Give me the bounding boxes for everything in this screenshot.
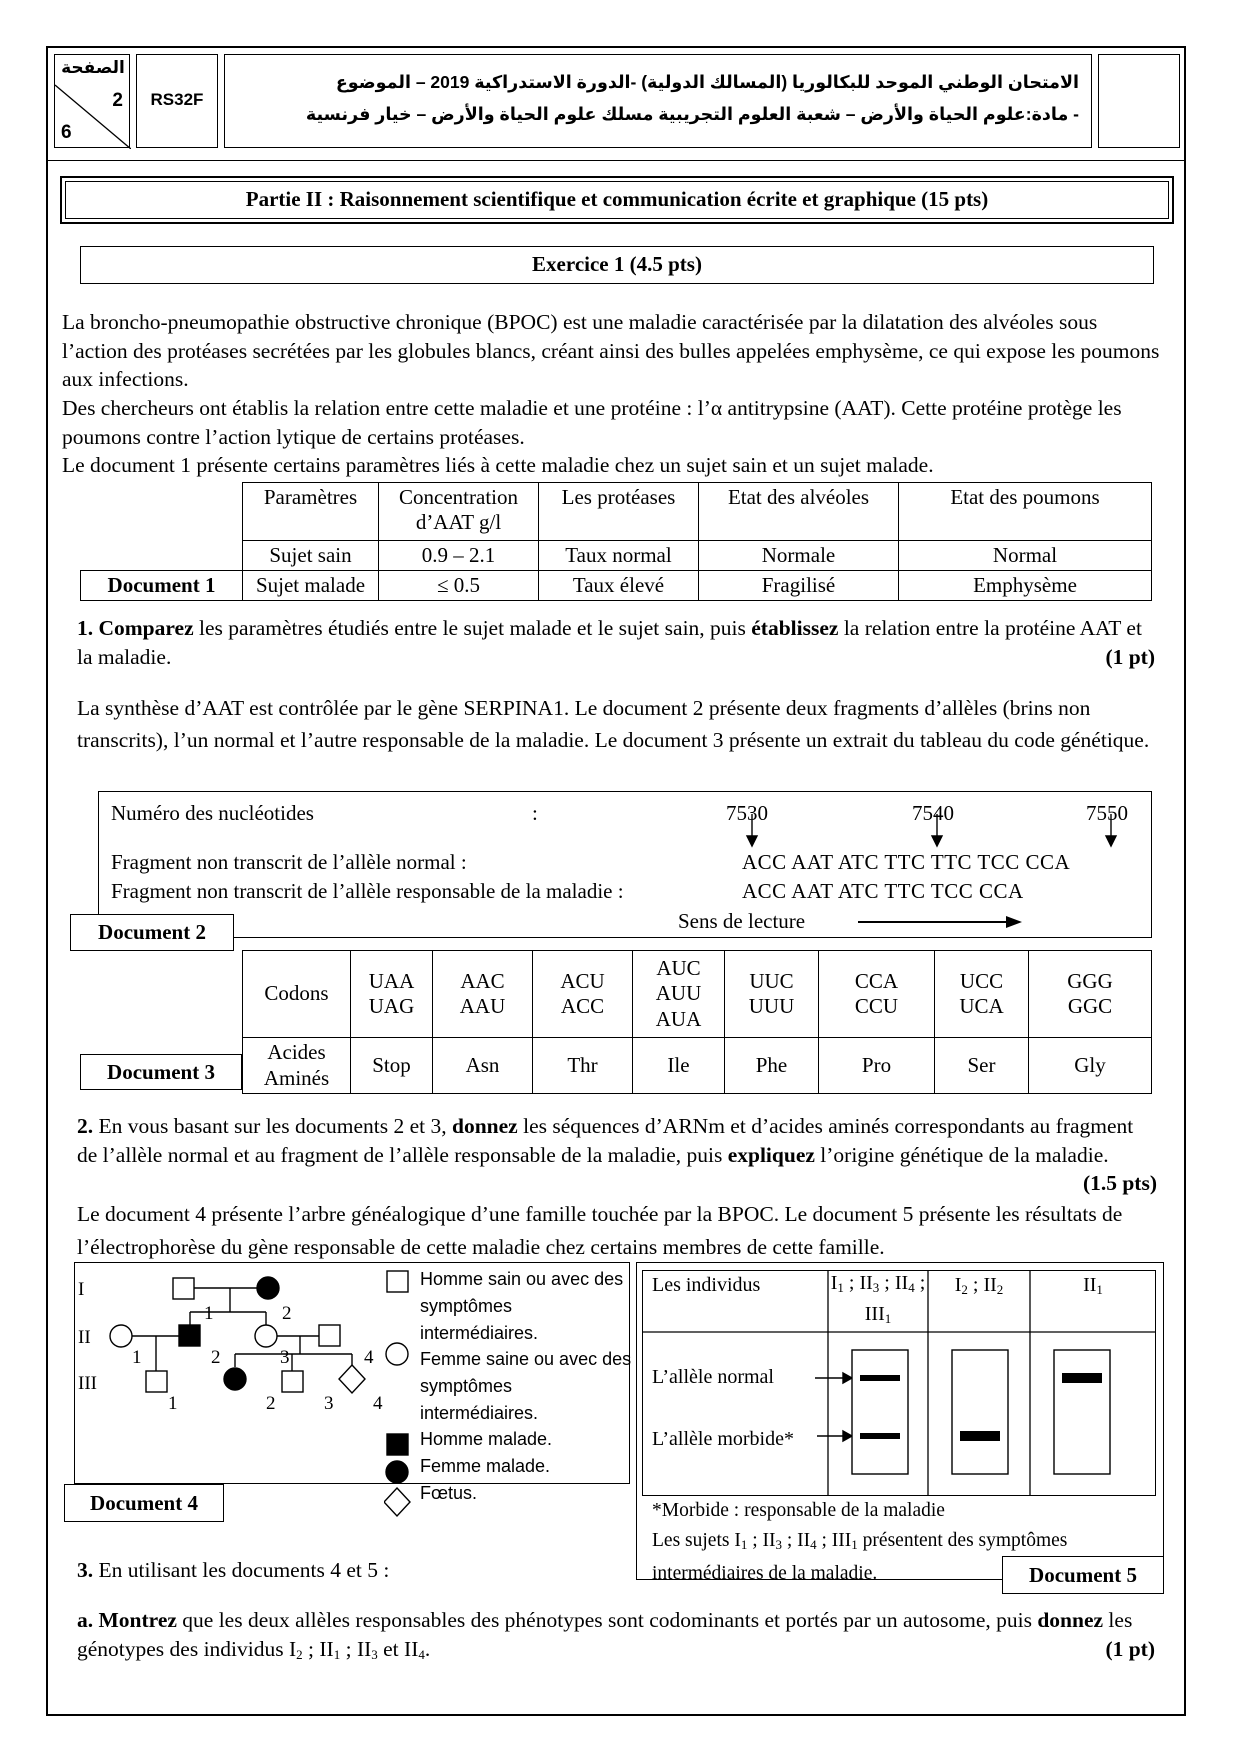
codon: UAG — [368, 994, 415, 1018]
col3-sub: 1 — [1096, 1282, 1103, 1297]
doc5-footnote: *Morbide : responsable de la maladie — [652, 1500, 945, 1521]
individual-III3-healthy-man — [282, 1371, 303, 1392]
q3a-verb-show: Montrez — [98, 1608, 177, 1632]
doc1-cell: 0.9 – 2.1 — [379, 541, 539, 571]
question-2 — [77, 1112, 1157, 1198]
doc2-disease-label: Fragment non transcrit de l’allèle responsable de la maladie : — [111, 879, 624, 903]
legend-filled-square-icon — [387, 1434, 408, 1455]
doc1-header: Etat des poumons — [899, 483, 1152, 541]
col2-text: ; II — [967, 1274, 997, 1296]
q2-number: 2. — [77, 1114, 94, 1138]
table-row — [243, 1038, 1152, 1094]
band-lane3-normal — [1062, 1373, 1102, 1383]
q3a-text: les génotypes des individus I — [77, 1608, 1133, 1661]
doc3-row-label-codons: Codons — [243, 951, 351, 1038]
individual-III2-affected-woman — [224, 1368, 246, 1390]
note-sub: 1 — [851, 1537, 858, 1552]
label-III1: 1 — [168, 1393, 178, 1414]
individual-I2-affected-woman — [257, 1277, 279, 1299]
codon: AUU — [655, 981, 702, 1006]
doc2-colon: : — [532, 801, 538, 825]
codon: ACU — [560, 968, 605, 993]
q3-number: 3. — [77, 1558, 94, 1582]
col1-text: ; II — [879, 1272, 909, 1294]
band-lane1-morbid — [860, 1433, 900, 1439]
doc3-label: Document 3 — [80, 1054, 242, 1090]
legend-filled-circle-icon — [386, 1461, 408, 1483]
codon: AUC — [656, 956, 701, 981]
q1-points: (1 pt) — [1105, 644, 1155, 669]
codon: ACC — [560, 994, 605, 1018]
q3a-sub: 1 — [333, 1646, 341, 1662]
q3a-text: et II — [377, 1636, 419, 1661]
intro-paragraph-1: La broncho-pneumopathie obstructive chronique (BPOC) est une maladie caractérisée par la dilatation des alvéoles sous l’action des protéases secrétées par les globules blancs, créant ainsi des bulles appelées emphysème, ce qui expose les poumons aux infections. — [62, 310, 1160, 391]
individual-II2-affected-man — [179, 1325, 200, 1346]
q2-text-3: l’origine génétique de la maladie. — [814, 1142, 1109, 1167]
individual-I1-healthy-man — [173, 1278, 194, 1299]
doc1-cell: Fragilisé — [699, 571, 899, 601]
doc4-label: Document 4 — [64, 1484, 224, 1522]
legend-diamond-icon — [384, 1488, 410, 1516]
doc1-cell: Taux normal — [539, 541, 699, 571]
label-III3: 3 — [324, 1393, 334, 1414]
electrophoresis-gel — [642, 1332, 1156, 1496]
arrow-head-icon — [843, 1431, 852, 1441]
arrow-head-7530 — [747, 836, 757, 846]
note-sub: 3 — [775, 1537, 782, 1552]
doc5-col2-header — [928, 1272, 1030, 1299]
doc1-label: Document 1 — [80, 570, 243, 601]
q3a-text: ; II — [302, 1636, 334, 1661]
intro-paragraph-2: Des chercheurs ont établis la relation entre cette maladie et une protéine : l’α antitrypsine (AAT). Cette protéine protège les poumons contre l’action lytique de certains protéases. — [62, 396, 1122, 449]
q3-text: En utilisant les documents 4 et 5 : — [93, 1558, 390, 1582]
page-label: الصفحة — [61, 58, 125, 77]
q2-verb-give: donnez — [452, 1114, 518, 1138]
doc1-cell: Normale — [699, 541, 899, 571]
q3a-text: que les deux allèles responsables des phénotypes sont codominants et portés par un autosome, puis — [176, 1608, 1038, 1632]
arrow-head-7540 — [932, 836, 942, 846]
label-I2: 2 — [282, 1303, 292, 1324]
doc2-normal-sequence: ACC AAT ATC TTC TTC TCC CCA — [742, 850, 1071, 874]
codon: CCU — [854, 994, 899, 1018]
q1-number: 1. — [77, 616, 94, 640]
gel-lane-1 — [852, 1350, 908, 1474]
codon: UAA — [368, 968, 415, 993]
col1-text: I — [830, 1272, 838, 1294]
q1-text-1: les paramètres étudiés entre le sujet malade et le sujet sain, puis — [193, 616, 752, 640]
col1-text: ; III — [864, 1272, 926, 1325]
doc1-header: Les protéases — [539, 483, 699, 541]
doc2-disease-sequence: ACC AAT ATC TTC TCC CCA — [742, 879, 1024, 903]
doc5-individuals-label: Les individus — [652, 1274, 761, 1296]
individual-II1-healthy-woman — [110, 1325, 132, 1347]
codon-cell — [433, 951, 533, 1038]
note-text: présentent des symptômes intermédiaires de la maladie. — [652, 1530, 1068, 1584]
gel-lane-3 — [1054, 1350, 1110, 1474]
legend-healthy-man: Homme sain ou avec des symptômes intermédiaires. — [420, 1269, 624, 1343]
label-III4: 4 — [373, 1393, 383, 1414]
note-text: ; II — [747, 1530, 776, 1551]
amino-acid-cell: Stop — [351, 1038, 433, 1094]
doc1-cell: ≤ 0.5 — [379, 571, 539, 601]
doc1-cell: Normal — [899, 541, 1152, 571]
generation-III: III — [78, 1373, 97, 1394]
q3a-label: a. — [77, 1608, 94, 1632]
doc1-header: Concentration d’AAT g/l — [379, 483, 539, 541]
q3a-sub: 4 — [418, 1646, 425, 1662]
q3a-text: ; II — [340, 1636, 372, 1661]
legend-symbols — [384, 1268, 420, 1518]
label-II3: 3 — [280, 1347, 290, 1368]
individual-II3-healthy-woman — [255, 1325, 277, 1347]
doc2-position-7530: 7530 — [726, 801, 768, 825]
reading-direction-arrow-icon — [856, 912, 1026, 932]
doc3-table — [242, 950, 1152, 1094]
doc1-cell: Sujet sain — [243, 541, 379, 571]
q1-text-2: la relation entre la protéine AAT et la maladie. — [77, 616, 1142, 669]
amino-acid-cell: Gly — [1029, 1038, 1152, 1094]
legend-affected-man: Homme malade. — [420, 1429, 553, 1449]
doc2-normal-label: Fragment non transcrit de l’allèle normal : — [111, 850, 467, 874]
arrow-head-icon — [843, 1373, 852, 1383]
note-text: ; II — [781, 1530, 811, 1551]
codon-cell — [935, 951, 1029, 1038]
q2-verb-explain: expliquez — [727, 1142, 815, 1167]
codon-cell — [633, 951, 725, 1038]
doc5-col3-header — [1030, 1272, 1156, 1299]
label-III2: 2 — [266, 1393, 276, 1414]
doc5-col1-header — [828, 1270, 928, 1332]
doc5-normal-allele-label: L’allèle normal — [652, 1366, 774, 1388]
col1-sub: 1 — [884, 1311, 892, 1326]
amino-acid-cell: Phe — [725, 1038, 819, 1094]
q2-points: (1.5 pts) — [1082, 1171, 1157, 1195]
col1-text: ; II — [843, 1272, 873, 1294]
individual-III4-fetus — [339, 1365, 365, 1393]
label-I1: 1 — [204, 1303, 214, 1324]
arrow-head-7550 — [1106, 836, 1116, 846]
intro-paragraph-3: Le document 1 présente certains paramètres liés à cette maladie chez un sujet sain et un sujet malade. — [62, 453, 934, 477]
doc2-numbering-label: Numéro des nucléotides — [111, 801, 314, 825]
legend-circle-icon — [386, 1343, 408, 1365]
exam-code: RS32F — [150, 90, 204, 109]
legend-affected-woman: Femme malade. — [420, 1456, 551, 1476]
legend-square-icon — [387, 1271, 408, 1292]
codon-cell — [1029, 951, 1152, 1038]
gel-lane-2 — [952, 1350, 1008, 1474]
doc2-label: Document 2 — [70, 914, 234, 951]
generation-II: II — [78, 1327, 91, 1348]
codon-cell — [533, 951, 633, 1038]
codon-cell — [725, 951, 819, 1038]
codon: AAU — [459, 994, 506, 1018]
q3a-points: (1 pt) — [1105, 1636, 1155, 1661]
note-sub: 1 — [740, 1537, 748, 1552]
pedigree-chart — [74, 1262, 404, 1482]
doc1-cell: Emphysème — [899, 571, 1152, 601]
doc5-label: Document 5 — [1002, 1556, 1164, 1594]
amino-acid-cell: Pro — [819, 1038, 935, 1094]
band-lane1-normal — [860, 1375, 900, 1381]
question-3 — [77, 1556, 637, 1585]
q3a-sub: 2 — [296, 1646, 303, 1662]
band-lane2-morbid — [960, 1431, 1000, 1441]
col1-sub: 1 — [837, 1280, 844, 1295]
codon: GGC — [1067, 994, 1113, 1018]
q2-text-1: En vous basant sur les documents 2 et 3, — [93, 1114, 453, 1138]
col3-text: II — [1083, 1274, 1097, 1296]
q2-text-2: les séquences d’ARNm et d’acides aminés correspondants au fragment de l’allèle normal et au fragment de l’allèle responsable de la maladie, puis — [77, 1114, 1134, 1167]
amino-acid-cell: Ser — [935, 1038, 1029, 1094]
individual-III1-healthy-man — [146, 1371, 167, 1392]
col1-sub: 3 — [872, 1280, 880, 1295]
codon-cell — [819, 951, 935, 1038]
intro-paragraph-4: La synthèse d’AAT est contrôlée par le gène SERPINA1. Le document 2 présente deux fragments d’allèles (brins non transcrits), l’un normal et l’autre responsable de la maladie. Le document 3 présente un extrait du tableau du code génétique. — [77, 696, 1150, 752]
doc1-cell: Taux élevé — [539, 571, 699, 601]
codon: UUC — [749, 968, 794, 993]
doc3-row-label-amino-acids: Acides Aminés — [243, 1038, 351, 1094]
q3a-verb-give: donnez — [1037, 1608, 1104, 1632]
intro-paragraph-5: Le document 4 présente l’arbre généalogique d’une famille touchée par la BPOC. Le document 5 présente les résultats de l’électrophorèse du gène responsable de cette maladie chez certains membres de cette famille. — [77, 1202, 1123, 1259]
codon: AAC — [460, 968, 505, 993]
exercise-title: Exercice 1 (4.5 pts) — [532, 252, 702, 277]
doc2-reading-direction: Sens de lecture — [678, 909, 806, 933]
codon: UUU — [748, 994, 795, 1018]
col1-sub: 4 — [908, 1280, 915, 1295]
label-II4: 4 — [364, 1347, 374, 1368]
col2-text: I — [954, 1274, 962, 1296]
codon: GGG — [1067, 968, 1113, 993]
page-number: 2 — [112, 90, 123, 111]
codon: UCC — [959, 968, 1004, 993]
codon: AUA — [655, 1006, 702, 1031]
q3a-sub: 3 — [371, 1646, 378, 1662]
page-total: 6 — [61, 122, 72, 143]
codon-cell — [351, 951, 433, 1038]
q3a-text: . — [424, 1636, 431, 1661]
doc2-position-7550: 7550 — [1086, 801, 1128, 825]
q1-verb-establish: établissez — [751, 616, 839, 640]
doc2-position-7540: 7540 — [912, 801, 954, 825]
header-title-line2: - مادة:علوم الحياة والأرض – شعبة العلوم التجريبية مسلك علوم الحياة والأرض – خيار فرنسية — [305, 104, 1079, 124]
amino-acid-cell: Thr — [533, 1038, 633, 1094]
question-3a — [77, 1606, 1155, 1669]
codon: UCA — [959, 994, 1004, 1018]
note-sub: 4 — [810, 1537, 817, 1552]
doc5-morbid-allele-label: L’allèle morbide* — [652, 1428, 794, 1450]
table-row — [243, 951, 1152, 1038]
legend-fetus: Fœtus. — [420, 1483, 477, 1503]
label-II1: 1 — [132, 1347, 142, 1368]
note-text: Les sujets I — [652, 1530, 741, 1551]
col2-sub: 2 — [961, 1282, 968, 1297]
doc1-cell: Sujet malade — [243, 571, 379, 601]
generation-I: I — [78, 1279, 85, 1300]
individual-II4-healthy-man — [319, 1325, 340, 1346]
note-text: ; III — [816, 1530, 852, 1551]
col2-sub: 2 — [996, 1282, 1004, 1297]
amino-acid-cell: Asn — [433, 1038, 533, 1094]
amino-acid-cell: Ile — [633, 1038, 725, 1094]
part-title: Partie II : Raisonnement scientifique et communication écrite et graphique (15 pts) — [245, 187, 989, 212]
label-II2: 2 — [211, 1347, 221, 1368]
header-title-line1: الامتحان الوطني الموحد للبكالوريا (المسالك الدولية) -الدورة الاستدراكية 2019 – الموضوع — [335, 72, 1079, 92]
doc1-header: Etat des alvéoles — [699, 483, 899, 541]
q1-verb-compare: Comparez — [98, 616, 194, 640]
codon: CCA — [854, 968, 899, 993]
doc1-header: Paramètres — [243, 483, 379, 541]
legend-healthy-woman: Femme saine ou avec des symptômes intermédiaires. — [420, 1349, 632, 1423]
